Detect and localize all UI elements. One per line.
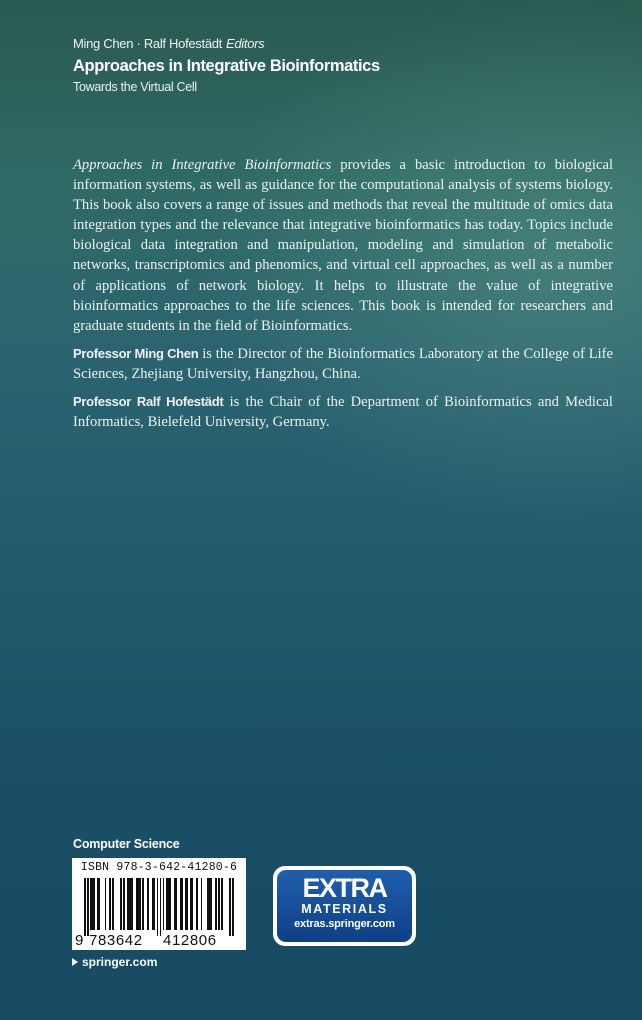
isbn-barcode [72,858,246,950]
bio-ralf-hofestadt [73,392,613,432]
extra-materials-badge [273,866,416,946]
bio-text: is the Chair of the Department of Bioinformatics and Medical Informatics, Bielefeld University, Germany. [73,394,613,431]
bio-text: is the Director of the Bioinformatics Laboratory at the College of Life Sciences, Zhejiang University, Hangzhou, China. [73,345,613,382]
description-title-italic: Approaches in Integrative Bioinformatics [73,157,332,173]
ean-left-group: 783642 [89,932,143,949]
bio-name: Professor Ming Chen [73,345,199,361]
ean-right-group: 412806 [163,932,217,949]
barcode-bar [232,878,234,936]
book-description [73,155,613,440]
extras-url: extras.springer.com [294,918,395,930]
bio-name: Professor Ralf Hofestädt [73,394,224,410]
play-arrow-icon [72,958,78,966]
book-title: Approaches in Integrative Bioinformatics [73,57,380,75]
extra-heading: EXTRA [302,873,387,903]
editors-line [73,36,380,52]
bio-ming-chen [73,344,613,384]
materials-label: MATERIALS [301,902,388,916]
barcode-bars [84,878,234,936]
description-paragraph [73,155,613,336]
description-text: provides a basic introduction to biological information systems, as well as guidance for the computational analysis of systems biology. This book also covers a range of issues and methods that reveal the multitude of omics data integration types and the relevance that integrative bioinformatics has today. Topics include biological data integration and manipulation, modeling and simulation of metabolic networks, transcriptomics and phenomics, and virtual cell approaches, as well as a number of applications of network biology. It helps to illustrate the value of integrative bioinformatics approaches to the life sciences. This book is intended for researchers and graduate students in the field of Bioinformatics. [73,157,613,334]
editors-role: Editors [226,36,265,51]
book-subtitle: Towards the Virtual Cell [73,80,197,94]
extra-materials-inner [277,870,412,942]
editors-names: Ming Chen · Ralf Hofestädt [73,36,222,51]
subject-category: Computer Science [73,837,180,851]
springer-link[interactable] [72,955,157,969]
ean-first-digit: 9 [75,932,84,949]
cover-header [73,36,380,95]
springer-link-text[interactable]: springer.com [82,955,158,969]
isbn-label: ISBN 978-3-642-41280-6 [80,861,238,874]
